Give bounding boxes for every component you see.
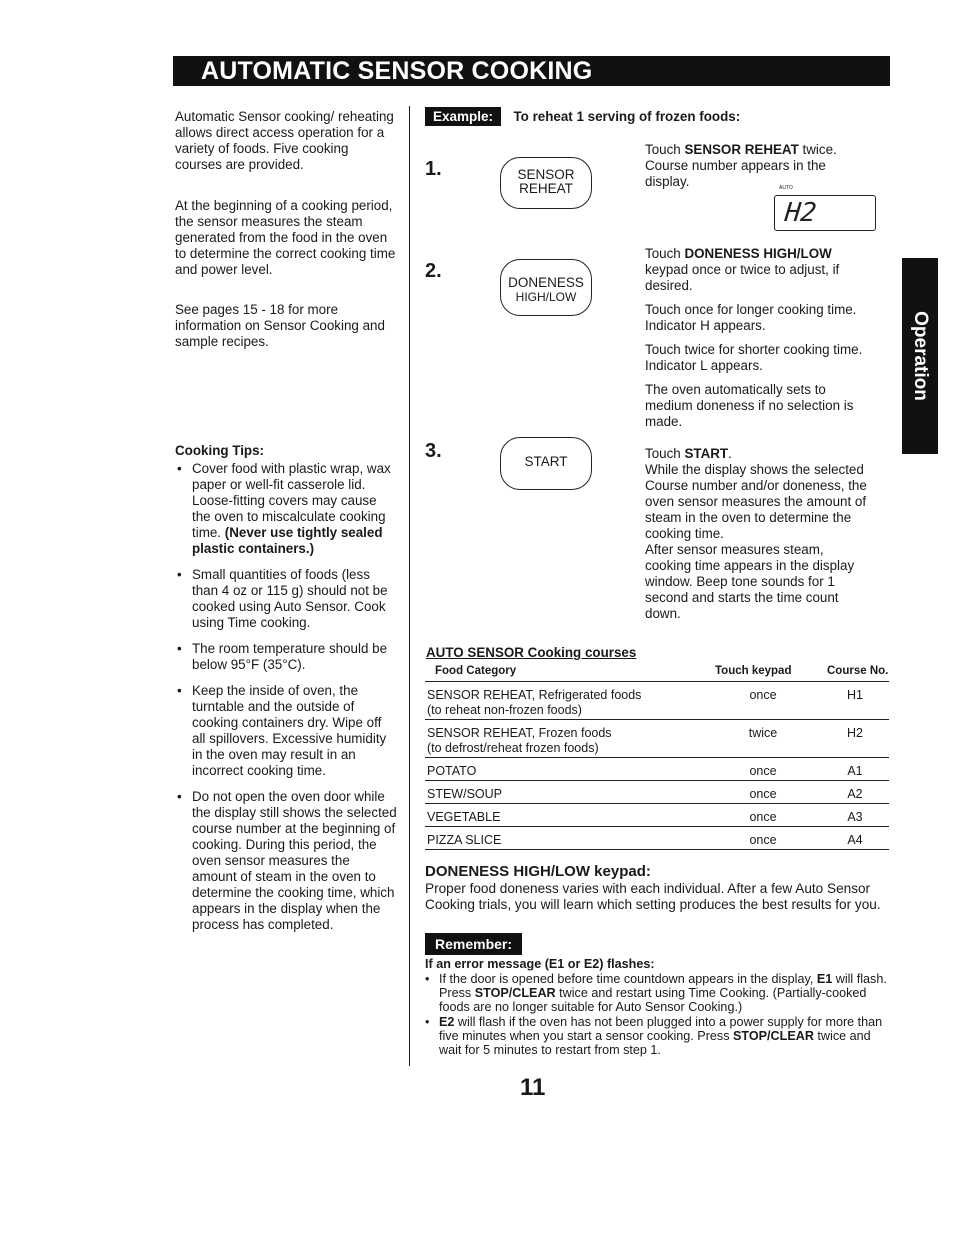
cooking-tips-heading: Cooking Tips: [175, 443, 265, 458]
col-food-category: Food Category [425, 663, 705, 682]
tip-item: • Keep the inside of oven, the turntable and the outside of cooking containers dry. Wipe off all spillovers. Excessive humidity in the oven may result in an incorrect cooking time. [175, 683, 397, 779]
courses-table [425, 663, 889, 850]
section-tab-label: Operation [910, 311, 931, 401]
table-row: VEGETABLE once A3 [425, 804, 889, 827]
example-title: To reheat 1 serving of frozen foods: [513, 109, 741, 124]
display-window [774, 195, 876, 231]
table-row: STEW/SOUP once A2 [425, 781, 889, 804]
list-item: • E2 will flash if the oven has not been plugged into a power supply for more than five minutes when you start a sensor cooking. Press STOP/CLEAR twice and wait for 5 minutes to restart from step 1. [423, 1015, 893, 1058]
example-badge: Example: [425, 107, 501, 126]
courses-heading: AUTO SENSOR Cooking courses [426, 645, 637, 660]
example-header [425, 107, 740, 126]
sensor-reheat-key[interactable]: SENSOR REHEAT [500, 157, 592, 209]
table-row: SENSOR REHEAT, Refrigerated foods (to reheat non-frozen foods) once H1 [425, 682, 889, 720]
start-key[interactable]: START [500, 437, 592, 490]
doneness-text: Proper food doneness varies with each individual. After a few Auto Sensor Cooking trials, you will learn which setting produces the best results for you. [425, 881, 881, 912]
step-3-text: Touch START. While the display shows the selected Course number and/or doneness, the oven sensor measures the amount of steam in the oven to determine the cooking time. After sensor measures steam, cooking time appears in the display window. Beep tone sounds for 1 second and starts the time count down. [645, 446, 867, 621]
display-auto-indicator: AUTO [779, 185, 793, 191]
step-3-number: 3. [425, 440, 442, 462]
table-row: SENSOR REHEAT, Frozen foods (to defrost/reheat frozen foods) twice H2 [425, 720, 889, 758]
col-course-no: Course No. [819, 663, 889, 682]
step-2-number: 2. [425, 260, 442, 282]
page-title: AUTOMATIC SENSOR COOKING [201, 57, 593, 85]
table-row: POTATO once A1 [425, 758, 889, 781]
tip-item: • The room temperature should be below 95°F (35°C). [175, 641, 397, 673]
doneness-high-low-key[interactable]: DONENESS HIGH/LOW [500, 259, 592, 316]
step-2-text: Touch DONENESS HIGH/LOW keypad once or twice to adjust, if desired. Touch once for longer cooking time. Indicator H appears. Touch twice for shorter cooking time. Indicator L appears. The oven automatically sets to medium doneness if no selection is made. [645, 246, 863, 429]
remember-heading: If an error message (E1 or E2) flashes: [425, 957, 655, 971]
intro-paragraph-3: See pages 15 - 18 for more information on Sensor Cooking and sample recipes. [175, 302, 385, 349]
section-tab [902, 258, 938, 454]
tip-item: • Do not open the oven door while the display still shows the selected course number at the beginning of cooking. During this period, the oven sensor measures the amount of steam in the oven to determine the cooking time, which appears in the display when the process has completed. [175, 789, 397, 933]
doneness-heading: DONENESS HIGH/LOW keypad: [425, 863, 651, 880]
step-1-number: 1. [425, 158, 442, 180]
remember-badge: Remember: [425, 933, 522, 955]
step-1-text: Touch SENSOR REHEAT twice. Course number appears in the display. [645, 142, 837, 189]
column-divider [409, 106, 410, 1066]
display-value: H2 [783, 198, 818, 228]
tip-item: • Cover food with plastic wrap, wax paper or well-fit casserole lid. Loose-fitting covers may cause the oven to miscalculate cooking time. (Never use tightly sealed plastic containers.) [175, 461, 397, 557]
page-number: 11 [520, 1074, 546, 1101]
intro-paragraph-1: Automatic Sensor cooking/ reheating allows direct access operation for a variety of foods. Five cooking courses are provided. [175, 109, 394, 172]
intro-paragraph-2: At the beginning of a cooking period, the sensor measures the steam generated from the food in the oven to determine the correct cooking time and power level. [175, 198, 396, 277]
remember-list [423, 972, 893, 1057]
table-row: PIZZA SLICE once A4 [425, 827, 889, 850]
remember-badge-wrap [425, 933, 522, 955]
list-item: • If the door is opened before time countdown appears in the display, E1 will flash. Press STOP/CLEAR twice and restart using Time Cooking. (Partially-cooked foods are no longer suitable for Auto Sensor Cooking.) [423, 972, 893, 1015]
title-bar [173, 56, 890, 86]
tip-item: • Small quantities of foods (less than 4 oz or 115 g) should not be cooked using Auto Sensor. Cook using Time cooking. [175, 567, 397, 631]
col-touch-keypad: Touch keypad [705, 663, 819, 682]
cooking-tips [175, 443, 397, 943]
